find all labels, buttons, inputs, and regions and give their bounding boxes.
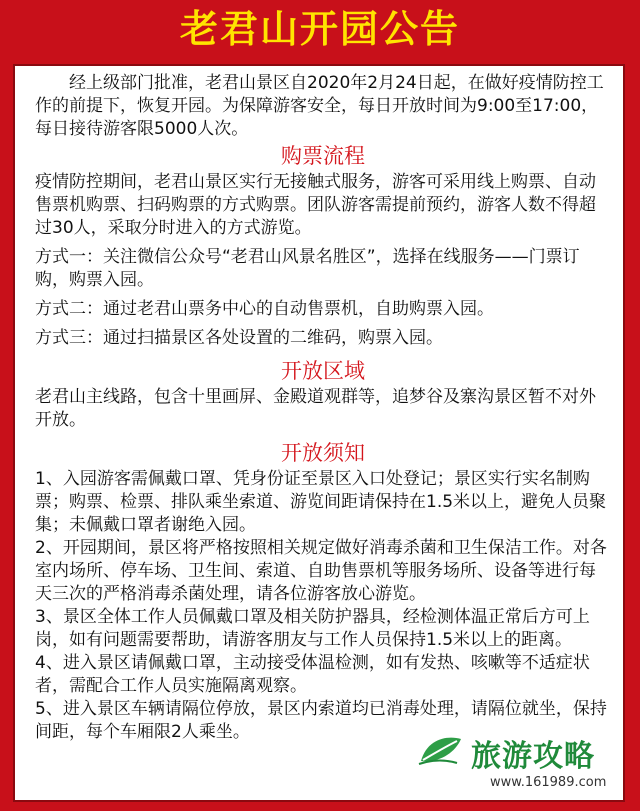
intro-paragraph: 经上级部门批准，老君山景区自2020年2月24日起，在做好疫情防控工作的前提下，恢复开园。为保障游客安全，每日开放时间为9:00至17:00，每日接待游客限5000人次。 [35, 73, 604, 139]
notice-item-1: 1、入园游客需佩戴口罩、凭身份证至景区入口处登记；景区实行实名制购票；购票、检票、排队乘坐索道、游览间距请保持在1.5米以上，避免人员聚集；未佩戴口罩者谢绝入园。 [35, 469, 607, 535]
watermark-url: www.161989.com [487, 775, 609, 790]
section-heading-notice: 开放须知 [281, 441, 365, 465]
section-heading-purchase: 购票流程 [281, 144, 365, 168]
purchase-paragraph: 疫情防控期间，老君山景区实行无接触式服务，游客可采用线上购票、自动售票机购票、扫码购票的方式购票。团队游客需提前预约，游客人数不得超过30人，采取分时进入的方式游览。 [35, 172, 596, 238]
notice-panel [13, 64, 625, 802]
area-paragraph: 老君山主线路，包含十里画屏、金殿道观群等，追梦谷及寨沟景区暂不对外开放。 [35, 387, 596, 430]
page-title: 老君山开园公告 [179, 7, 460, 51]
section-heading-area: 开放区域 [281, 359, 365, 383]
purchase-method-3: 方式三：通过扫描景区各处设置的二维码，购票入园。 [35, 328, 443, 348]
purchase-method-1: 方式一：关注微信公众号“老君山风景名胜区”，选择在线服务——门票订购，购票入园。 [35, 247, 580, 290]
notice-item-2: 2、开园期间，景区将严格按照相关规定做好消毒杀菌和卫生保洁工作。对各室内场所、停车场、卫生间、索道、自助售票机等服务场所、设备等进行每天三次的严格消毒杀菌处理，请各位游客放心游览。 [35, 538, 607, 604]
purchase-method-2: 方式二：通过老君山票务中心的自动售票机，自助购票入园。 [35, 299, 494, 319]
notice-content [35, 72, 611, 744]
leaf-logo-icon [417, 733, 465, 767]
notice-item-3: 3、景区全体工作人员佩戴口罩及相关防护器具，经检测体温正常后方可上岗，如有问题需要帮助，请游客朋友与工作人员保持1.5米以上的距离。 [35, 607, 590, 650]
notice-item-5: 5、进入景区车辆请隔位停放，景区内索道均已消毒处理，请隔位就坐，保持间距，每个车厢限2人乘坐。 [35, 699, 607, 742]
watermark-brand: 旅游攻略 [471, 739, 595, 774]
notice-item-4: 4、进入景区请佩戴口罩，主动接受体温检测，如有发热、咳嗽等不适症状者，需配合工作人员实施隔离观察。 [35, 653, 590, 696]
watermark [413, 725, 623, 800]
